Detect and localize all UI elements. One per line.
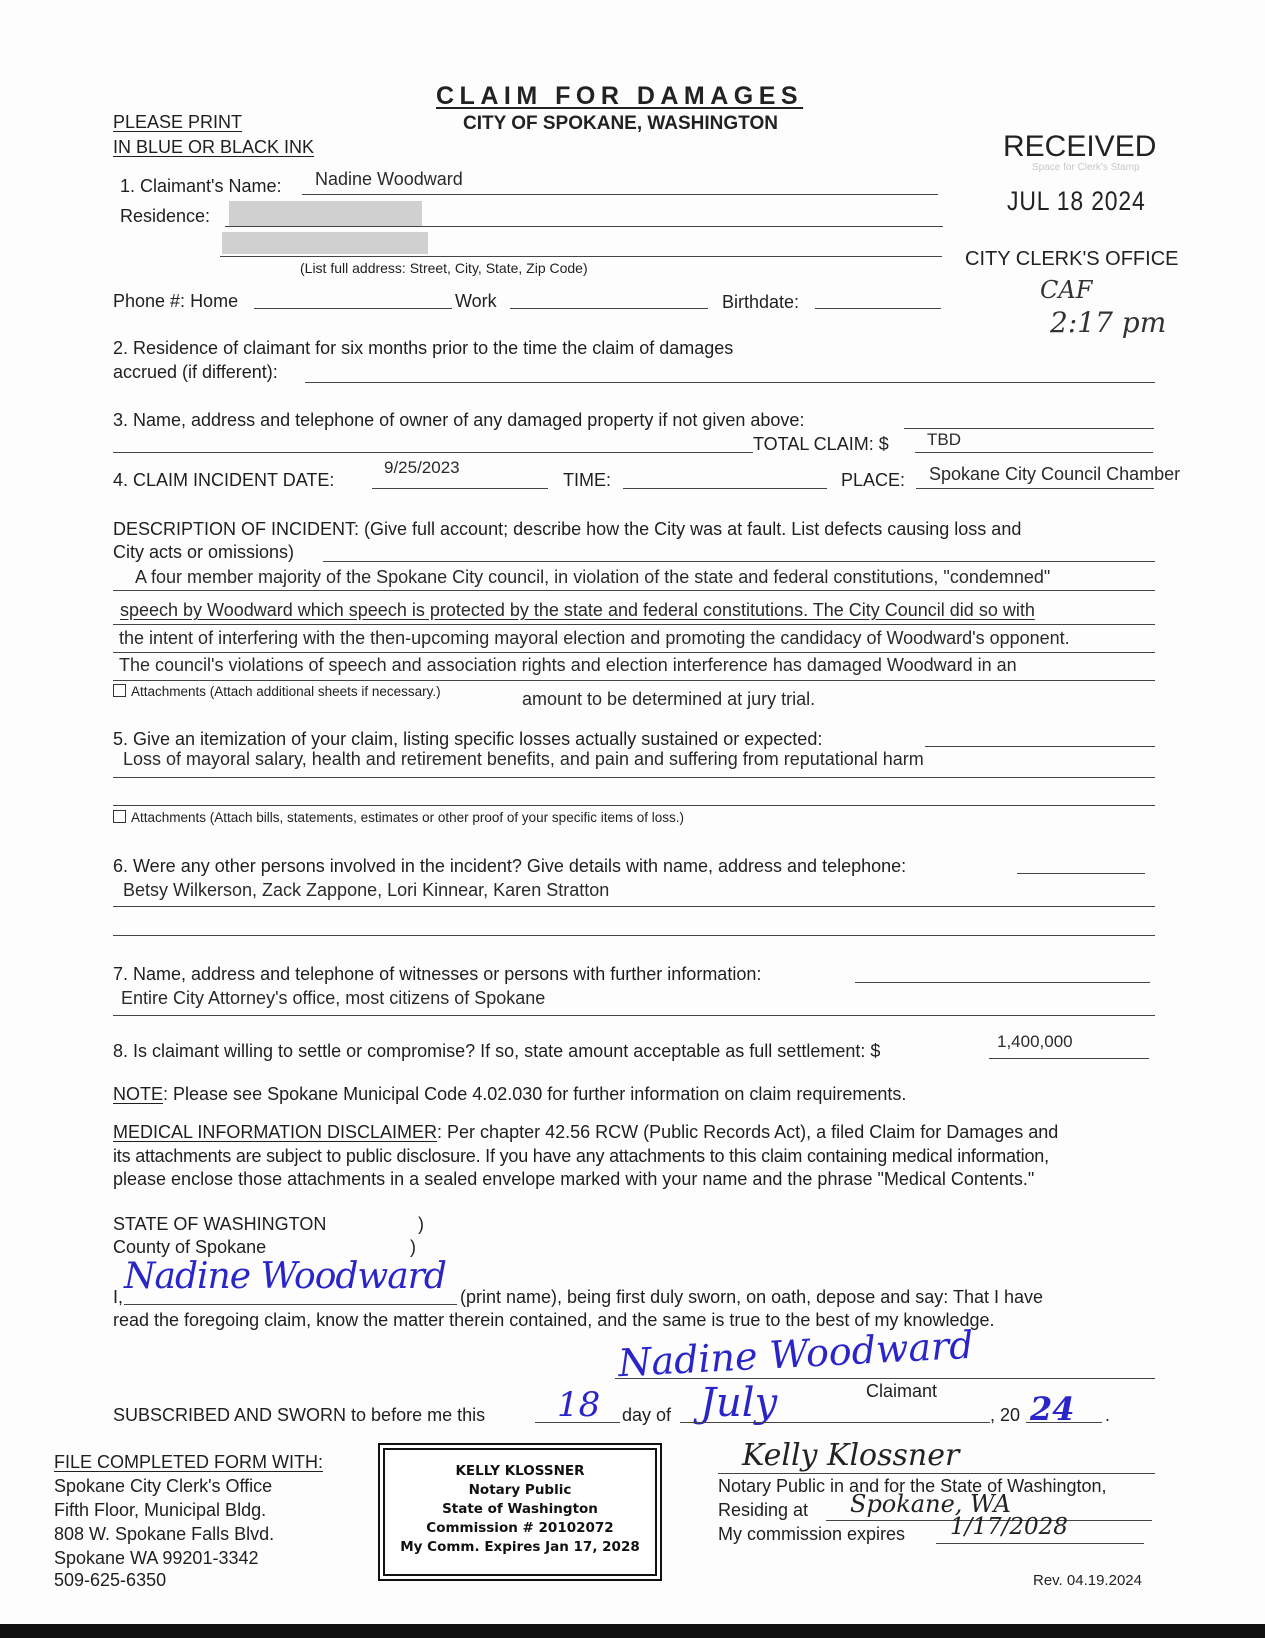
description-label-2: City acts or omissions) (113, 542, 295, 562)
oath-i-prefix: I, (113, 1287, 124, 1307)
prior-residence-label-1: 2. Residence of claimant for six months prior to the time the claim of damages (113, 338, 734, 358)
file-with-line-2: Fifth Floor, Municipal Bldg. (54, 1500, 267, 1520)
residence-label: Residence: (120, 206, 211, 226)
sworn-month-field[interactable]: July (700, 1380, 778, 1426)
form-subtitle: CITY OF SPOKANE, WASHINGTON (463, 113, 778, 134)
phone-home-label: Phone #: Home (113, 291, 239, 311)
notary-stamp-title: Notary Public (468, 1482, 572, 1498)
revision-label: Rev. 04.19.2024 (1033, 1572, 1142, 1589)
description-line-1: A four member majority of the Spokane City council, in violation of the state and federal constitutions, "condemned" (135, 567, 1051, 587)
claimant-signature[interactable]: Nadine Woodward (617, 1322, 975, 1386)
commission-expires-field[interactable]: 1/17/2028 (950, 1514, 1068, 1540)
file-with-phone: 509-625-6350 (54, 1570, 167, 1590)
description-line-2: speech by Woodward which speech is protected by the state and federal constitutions. The City Council did so with (120, 600, 1035, 620)
witnesses-field[interactable]: Entire City Attorney's office, most citizens of Spokane (121, 988, 546, 1008)
incident-place-label: PLACE: (841, 470, 906, 490)
notary-seal (378, 1443, 662, 1581)
clerk-initials: CAF (1040, 276, 1093, 304)
received-stamp: RECEIVED (1003, 130, 1157, 163)
city-clerk-office-stamp: CITY CLERK'S OFFICE (965, 248, 1179, 270)
scan-edge (0, 1624, 1265, 1638)
medical-disclaimer-line3: please enclose those attachments in a sealed envelope marked with your name and the phrase "Medical Contents." (113, 1169, 1035, 1189)
county-label: County of Spokane (113, 1237, 267, 1257)
claimant-label: Claimant (866, 1381, 938, 1401)
birthdate-field[interactable] (815, 308, 941, 309)
checkbox-icon (113, 684, 126, 697)
owner-field-1[interactable] (904, 428, 1154, 429)
note-text: : Please see Spokane Municipal Code 4.02.030 for further information on claim requirements. (163, 1084, 907, 1104)
sworn-day-field[interactable]: 18 (557, 1385, 601, 1425)
description-attachments-label: Attachments (Attach additional sheets if necessary.) (131, 684, 441, 699)
oath-text-line1: (print name), being first duly sworn, on oath, depose and say: That I have (460, 1287, 1043, 1307)
residence-redacted-line2 (222, 232, 428, 254)
incident-time-label: TIME: (563, 470, 611, 490)
incident-place-field[interactable]: Spokane City Council Chamber (929, 464, 1181, 484)
notary-stamp-state: State of Washington (442, 1501, 598, 1517)
address-hint: (List full address: Street, City, State, Zip Code) (300, 260, 588, 276)
description-last-line: amount to be determined at jury trial. (522, 689, 816, 709)
itemization-attachments-checkbox[interactable] (113, 810, 684, 825)
sworn-text: SUBSCRIBED AND SWORN to before me this (113, 1405, 486, 1425)
file-with-line-4: Spokane WA 99201-3342 (54, 1548, 259, 1568)
persons-involved-label: 6. Were any other persons involved in the incident? Give details with name, address and telephone: (113, 856, 907, 876)
file-with-heading: FILE COMPLETED FORM WITH: (54, 1452, 324, 1472)
persons-involved-field[interactable]: Betsy Wilkerson, Zack Zappone, Lori Kinnear, Karen Stratton (123, 880, 610, 900)
incident-time-field[interactable] (623, 488, 827, 489)
print-instructions-line2: IN BLUE OR BLACK INK (113, 137, 315, 157)
sworn-year-field[interactable]: 24 (1030, 1390, 1075, 1428)
commission-expires-label: My commission expires (718, 1524, 906, 1544)
description-attachments-checkbox[interactable] (113, 684, 441, 699)
notary-signature[interactable]: Kelly Klossner (742, 1438, 960, 1473)
sworn-day-of-label: day of (622, 1405, 672, 1425)
year-prefix: , 20 (990, 1405, 1021, 1425)
file-with-line-3: 808 W. Spokane Falls Blvd. (54, 1524, 275, 1544)
print-instructions-line1: PLEASE PRINT (113, 112, 243, 132)
birthdate-label: Birthdate: (722, 292, 800, 312)
total-claim-field[interactable]: TBD (927, 430, 961, 449)
note-label: NOTE (113, 1084, 164, 1104)
incident-date-field[interactable]: 9/25/2023 (384, 458, 460, 477)
medical-disclaimer-line1: MEDICAL INFORMATION DISCLAIMER: Per chapter 42.56 RCW (Public Records Act), a filed Claim for Damages and (113, 1122, 1059, 1142)
itemization-label: 5. Give an itemization of your claim, listing specific losses actually sustained or expected: (113, 729, 823, 749)
phone-work-label: Work (455, 291, 497, 311)
itemization-field[interactable]: Loss of mayoral salary, health and retirement benefits, and pain and suffering from reputational harm (123, 749, 924, 769)
witnesses-label: 7. Name, address and telephone of witnesses or persons with further information: (113, 964, 762, 984)
itemization-attachments-label: Attachments (Attach bills, statements, estimates or other proof of your specific items of loss.) (131, 810, 684, 825)
clerk-stamp-space-label: Space for Clerk's Stamp (1032, 162, 1140, 173)
form-title: CLAIM FOR DAMAGES (436, 82, 804, 110)
notary-stamp-expires: My Comm. Expires Jan 17, 2028 (400, 1539, 640, 1555)
residing-at-label: Residing at (718, 1500, 809, 1520)
prior-residence-field[interactable] (305, 382, 1155, 383)
description-line-3: the intent of interfering with the then-upcoming mayoral election and promoting the candidacy of Woodward's opponent. (119, 628, 1070, 648)
state-label: STATE OF WASHINGTON (113, 1214, 327, 1234)
phone-work-field[interactable] (510, 308, 708, 309)
residing-at-field[interactable]: Spokane, WA (850, 1490, 1011, 1518)
residence-redacted-line1 (229, 201, 422, 227)
settlement-label: 8. Is claimant willing to settle or compromise? If so, state amount acceptable as full settlement: $ (113, 1041, 881, 1061)
prior-residence-label-2: accrued (if different): (113, 362, 278, 382)
print-name-field[interactable]: Nadine Woodward (124, 1256, 446, 1297)
settlement-amount-field[interactable]: 1,400,000 (997, 1032, 1073, 1051)
total-claim-label: TOTAL CLAIM: $ (753, 434, 889, 454)
claimant-name-label: 1. Claimant's Name: (120, 176, 282, 196)
claimant-name-field[interactable]: Nadine Woodward (315, 169, 463, 189)
file-with-line-1: Spokane City Clerk's Office (54, 1476, 273, 1496)
notary-public-label: Notary Public in and for the State of Washington, (718, 1476, 1107, 1496)
description-line-4: The council's violations of speech and association rights and election interference has damaged Woodward in an (119, 655, 1017, 675)
phone-home-field[interactable] (254, 308, 452, 309)
incident-date-label: 4. CLAIM INCIDENT DATE: (113, 470, 335, 490)
checkbox-icon (113, 810, 126, 823)
oath-text-line2: read the foregoing claim, know the matter therein contained, and the same is true to the best of my knowledge. (113, 1310, 995, 1330)
medical-disclaimer-line2: its attachments are subject to public disclosure. If you have any attachments to this claim containing medical information, (113, 1146, 1049, 1166)
note (113, 1084, 906, 1105)
medical-disclaimer-label: MEDICAL INFORMATION DISCLAIMER (113, 1122, 438, 1142)
notary-stamp-commission: Commission # 20102072 (426, 1520, 614, 1536)
owner-field-2[interactable] (113, 452, 753, 453)
received-time: 2:17 pm (1050, 306, 1167, 339)
owner-label: 3. Name, address and telephone of owner of any damaged property if not given above: (113, 410, 805, 430)
notary-stamp-name: KELLY KLOSSNER (455, 1463, 585, 1479)
received-date: JUL 18 2024 (1007, 186, 1146, 216)
description-label-1: DESCRIPTION OF INCIDENT: (Give full account; describe how the City was at fault. List defects causing loss and (113, 519, 1022, 539)
